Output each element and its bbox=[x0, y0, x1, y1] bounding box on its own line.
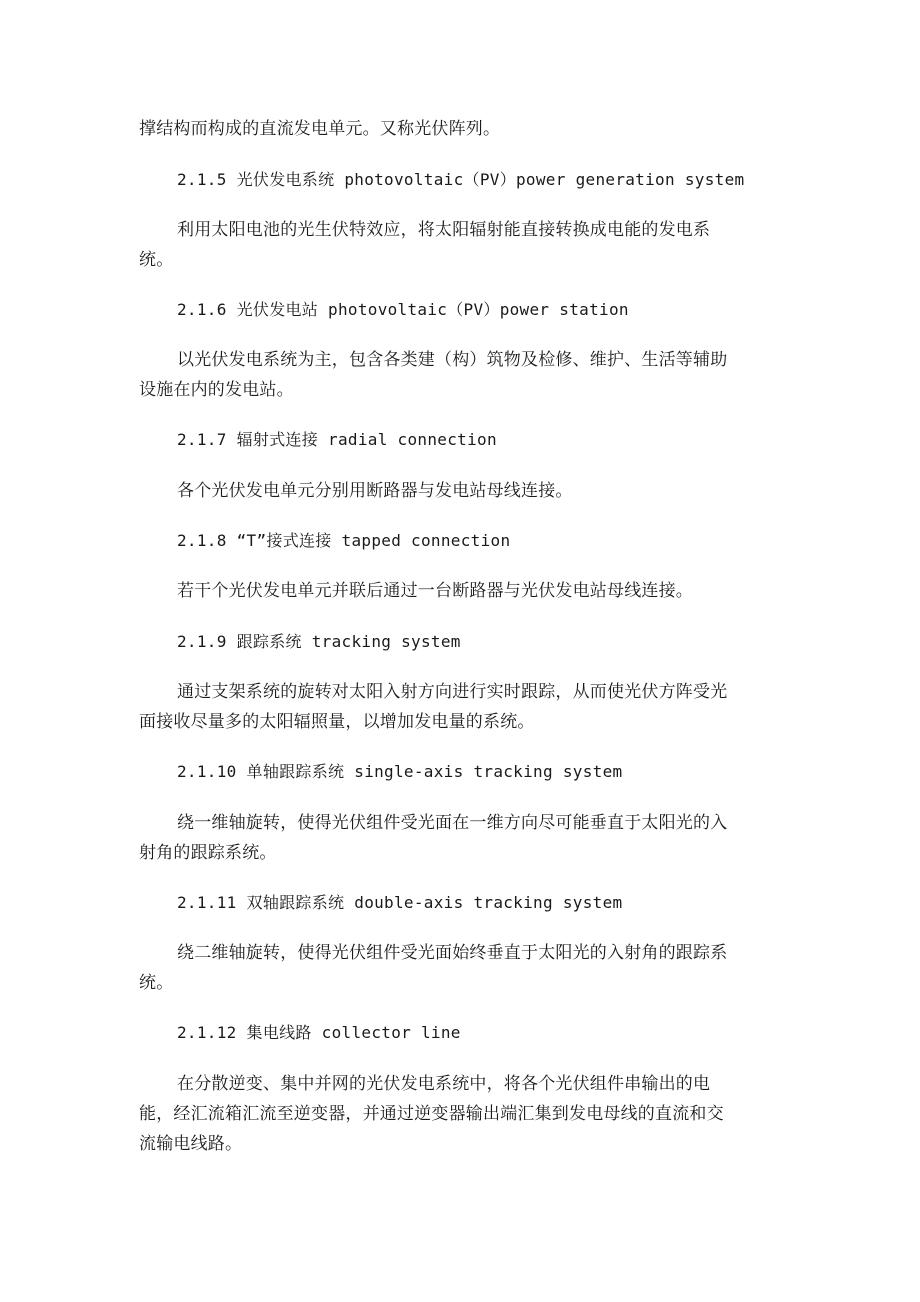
section-heading-2-1-11: 2.1.11 双轴跟踪系统 double-axis tracking system bbox=[177, 893, 623, 912]
body-text-line: 能，经汇流箱汇流至逆变器，并通过逆变器输出端汇集到发电母线的直流和交 bbox=[139, 1104, 724, 1124]
body-text-line: 若干个光伏发电单元并联后通过一台断路器与光伏发电站母线连接。 bbox=[177, 581, 693, 601]
body-text-line: 设施在内的发电站。 bbox=[139, 380, 294, 400]
body-text-line: 撑结构而构成的直流发电单元。又称光伏阵列。 bbox=[139, 119, 501, 139]
body-text-line: 各个光伏发电单元分别用断路器与发电站母线连接。 bbox=[177, 481, 573, 501]
section-heading-2-1-8: 2.1.8 “T”接式连接 tapped connection bbox=[177, 531, 511, 550]
section-heading-2-1-12: 2.1.12 集电线路 collector line bbox=[177, 1023, 461, 1042]
body-text-line: 绕一维轴旋转，使得光伏组件受光面在一维方向尽可能垂直于太阳光的入 bbox=[177, 813, 728, 833]
section-heading-2-1-9: 2.1.9 跟踪系统 tracking system bbox=[177, 632, 461, 651]
section-heading-2-1-7: 2.1.7 辐射式连接 radial connection bbox=[177, 430, 497, 449]
section-heading-2-1-6: 2.1.6 光伏发电站 photovoltaic（PV）power station bbox=[177, 300, 629, 319]
section-heading-2-1-10: 2.1.10 单轴跟踪系统 single-axis tracking system bbox=[177, 762, 623, 781]
body-text-line: 面接收尽量多的太阳辐照量，以增加发电量的系统。 bbox=[139, 712, 535, 732]
body-text-line: 绕二维轴旋转，使得光伏组件受光面始终垂直于太阳光的入射角的跟踪系 bbox=[177, 943, 728, 963]
body-text-line: 统。 bbox=[139, 973, 174, 993]
body-text-line: 统。 bbox=[139, 250, 174, 270]
body-text-line: 以光伏发电系统为主，包含各类建（构）筑物及检修、维护、生活等辅助 bbox=[177, 350, 728, 370]
body-text-line: 通过支架系统的旋转对太阳入射方向进行实时跟踪，从而使光伏方阵受光 bbox=[177, 682, 728, 702]
body-text-line: 射角的跟踪系统。 bbox=[139, 843, 277, 863]
body-text-line: 流输电线路。 bbox=[139, 1134, 243, 1154]
body-text-line: 利用太阳电池的光生伏特效应，将太阳辐射能直接转换成电能的发电系 bbox=[177, 220, 711, 240]
body-text-line: 在分散逆变、集中并网的光伏发电系统中，将各个光伏组件串输出的电 bbox=[177, 1074, 711, 1094]
section-heading-2-1-5: 2.1.5 光伏发电系统 photovoltaic（PV）power generation system bbox=[177, 170, 745, 189]
